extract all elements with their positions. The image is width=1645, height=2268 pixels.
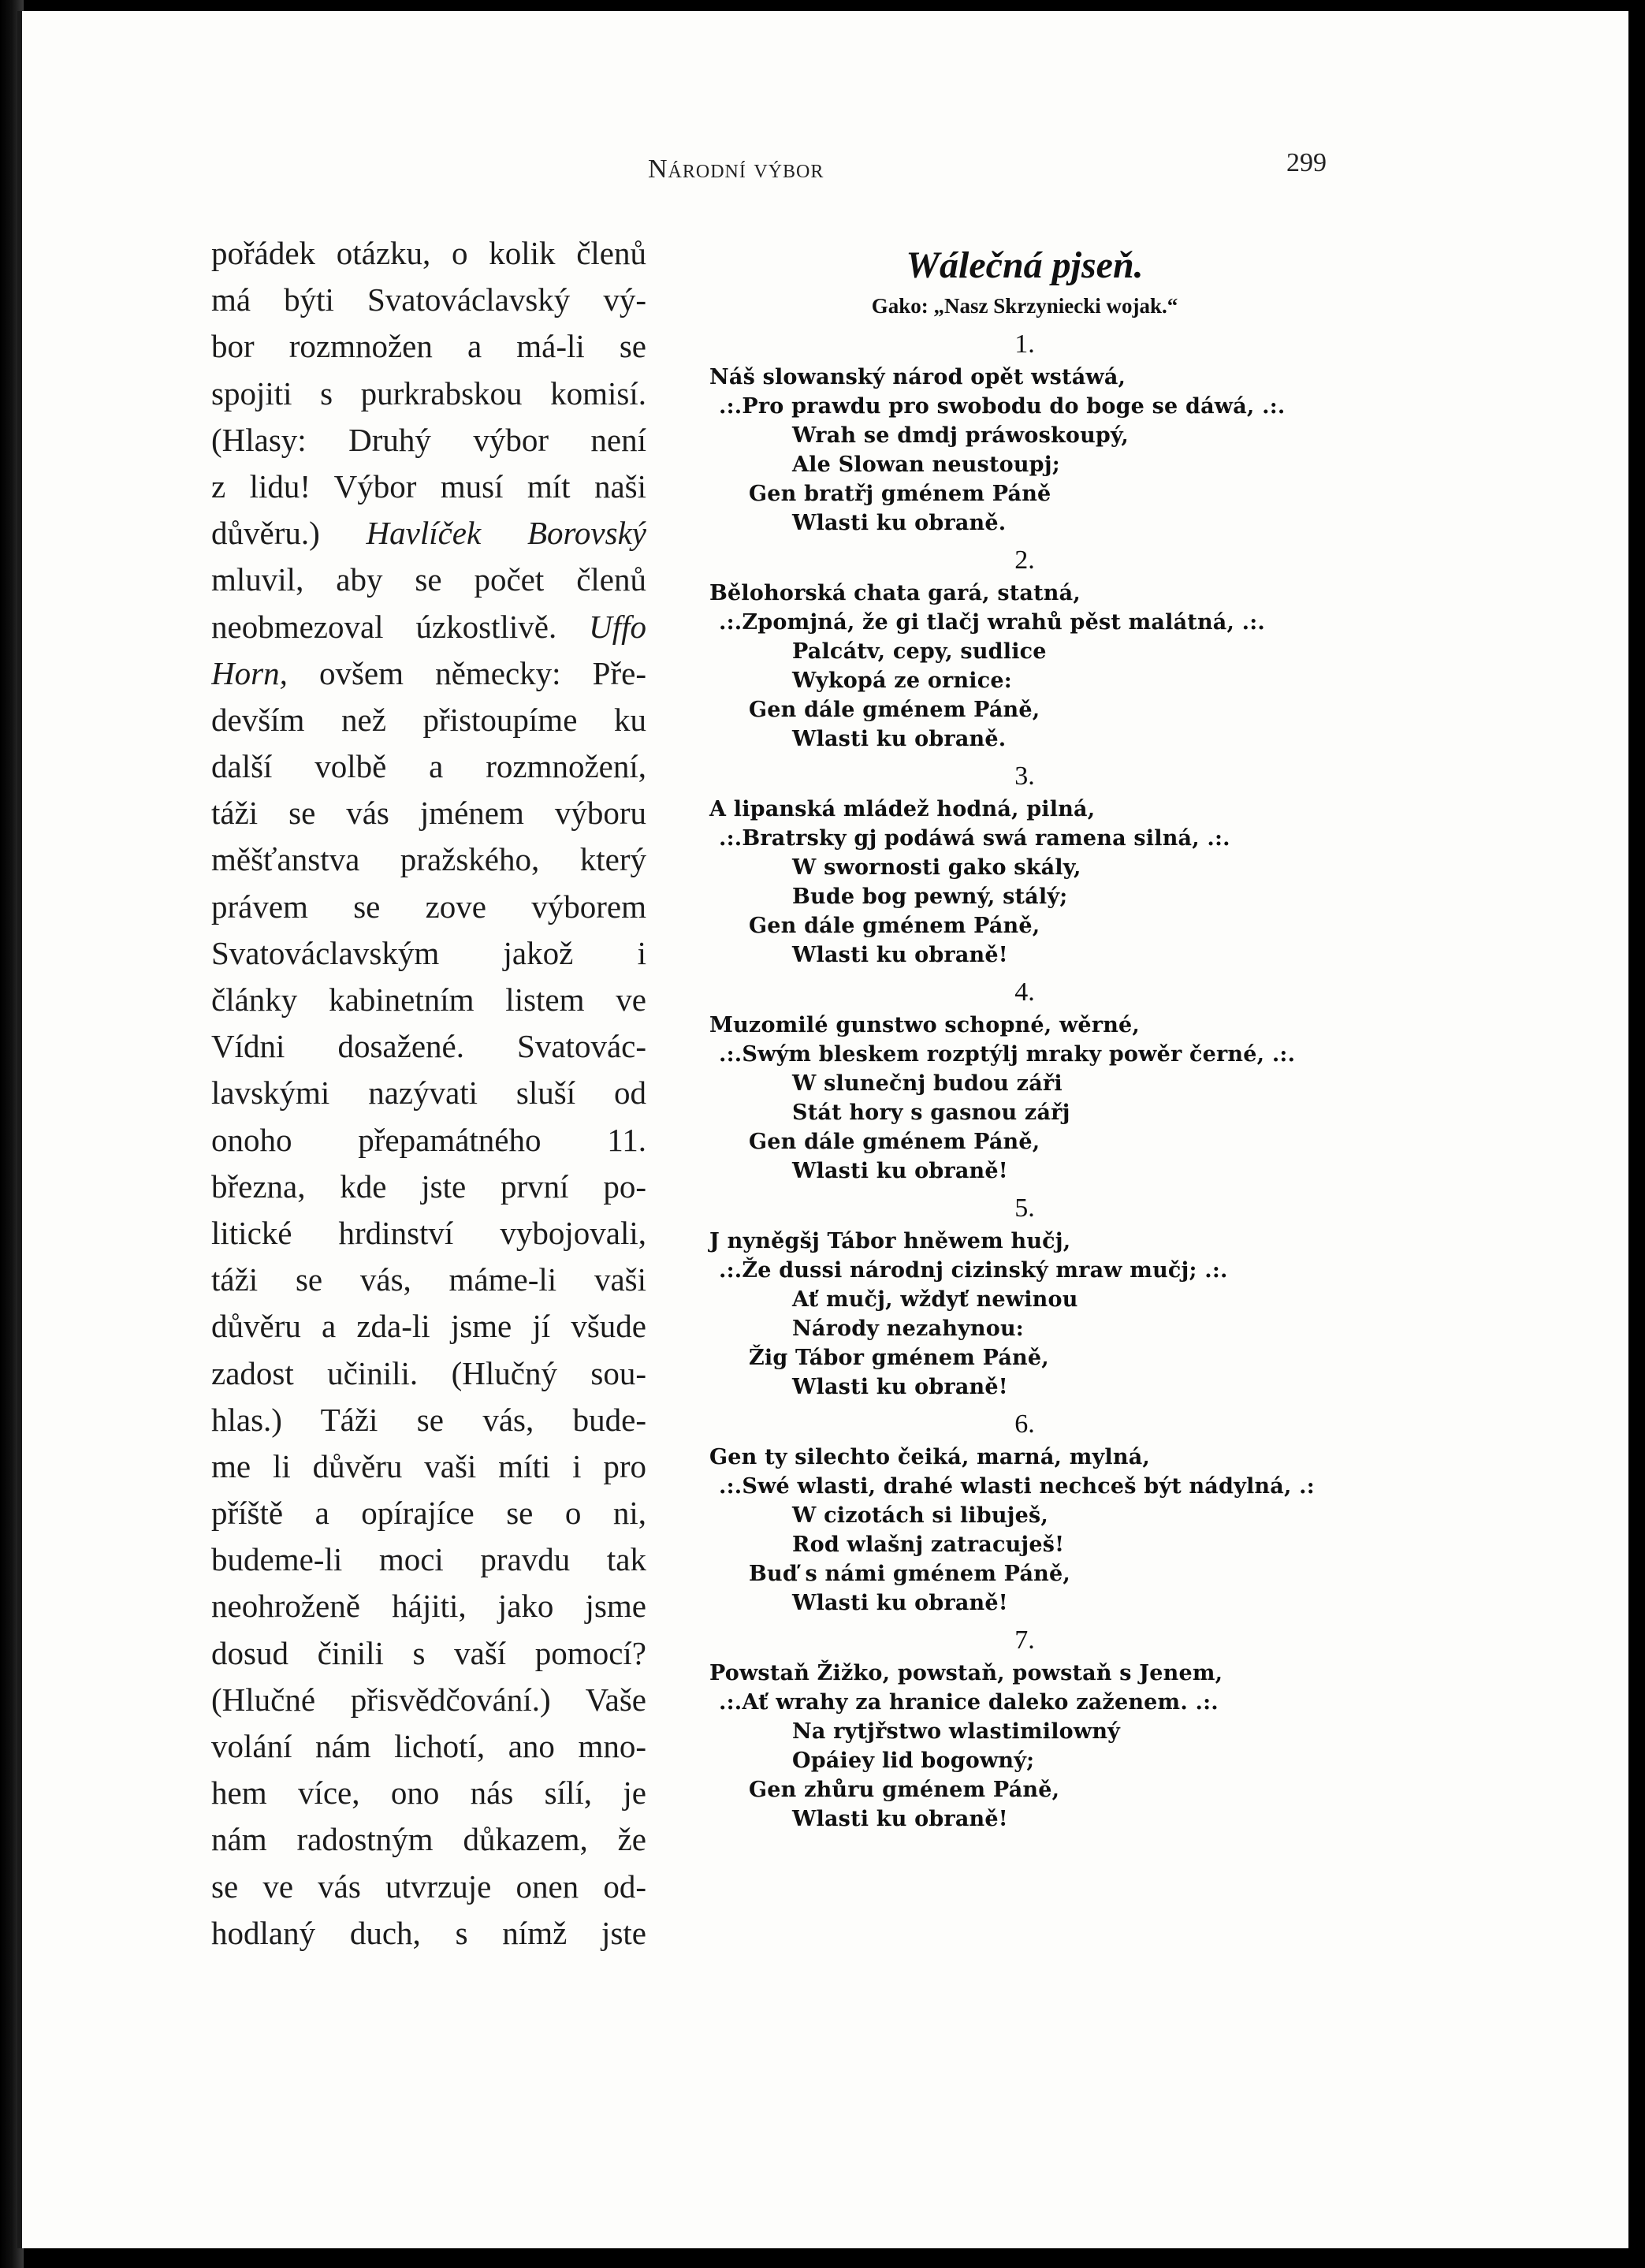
text-line: hodlaný duch, s nímž jste [211,1914,646,1951]
text-line: se ve vás utvrzuje onen od- [211,1868,646,1905]
verse-line: Stát hory s gasnou zářj [792,1100,1070,1125]
verse-line: Wlasti ku obraně! [792,1591,1008,1615]
verse-line: Wlasti ku obraně. [792,511,1007,535]
text-line: Horn, ovšem německy: Pře- [211,654,646,691]
verse-line: Ale Slowan neustoupj; [792,452,1060,477]
left-column-text [211,230,646,1957]
verse-line: Wlasti ku obraně. [792,727,1007,751]
verse-line: .:.Swým bleskem rozptýlj mraky powěr černé, .:. [719,1042,1296,1067]
text-line: další volbě a rozmnožení, [211,748,646,785]
verse-line: .:.Zpomjná, že gi tlačj wrahů pěst malátná, .:. [719,610,1266,635]
stanza [709,322,1340,538]
verse-line: Gen bratřj gménem Páně [749,482,1051,506]
text-line: dosud činili s vaší pomocí? [211,1634,646,1671]
text-line: příště a opírajíce se o ni, [211,1495,646,1532]
verse-line: Na rytjřstwo wlastimilowný [792,1719,1121,1744]
text-line: zadost učinili. (Hlučný sou- [211,1354,646,1391]
verse-line: .:.Že dussi národnj cizinský mraw mučj; .:. [719,1258,1228,1283]
text-line: má býti Svatováclavský vý- [211,281,646,318]
verse-line: W swornosti gako skály, [792,855,1081,880]
stanza-list [709,322,1340,1834]
stanza-number: 7. [1014,1626,1035,1655]
verse-line: Palcátv, cepy, sudlice [792,639,1047,664]
stanza-number: 2. [1014,546,1035,575]
stanza-number: 5. [1014,1194,1035,1223]
verse-line: .:.Bratrsky gj podáwá swá ramena silná, .:. [719,826,1230,851]
stanza [709,538,1340,754]
text-line: táži se vás jménem výboru [211,795,646,832]
stanza-number: 1. [1014,330,1035,359]
text-line: nám radostným důkazem, že [211,1821,646,1858]
verse-line: Powstaň Žižko, powstaň, powstaň s Jenem, [709,1661,1223,1685]
verse-line: W cizotách si libuješ, [792,1503,1049,1528]
verse-line: Buď s námi gménem Páně, [749,1562,1070,1586]
verse-line: Ať mučj, wždyť newinou [792,1287,1078,1312]
verse-line: Wlasti ku obraně! [792,943,1008,967]
stanza-number: 4. [1014,978,1035,1007]
verse-line: Žig Tábor gménem Páně, [749,1346,1049,1370]
verse-line: J nyněgšj Tábor hněwem hučj, [709,1229,1071,1253]
song-column [709,241,1340,1834]
text-line: Vídni dosažené. Svatovác- [211,1028,646,1065]
verse-line: .:.Pro prawdu pro swobodu do boge se dáwá, .:. [719,394,1286,419]
verse-line: Rod wlašnj zatracuješ! [792,1532,1065,1557]
text-line: spojiti s purkrabskou komisí. [211,374,646,412]
text-line: Svatováclavským jakož i [211,934,646,971]
text-line: bor rozmnožen a má-li se [211,328,646,365]
verse-line: Bělohorská chata gará, statná, [709,581,1081,605]
text-line: (Hlučné přisvědčování.) Vaše [211,1681,646,1718]
verse-line: Gen dále gménem Páně, [749,1130,1040,1154]
stanza [709,970,1340,1186]
text-line: táži se vás, máme-li vaši [211,1261,646,1298]
text-line: důvěru.) Havlíček Borovský [211,515,646,552]
verse-line: Gen dále gménem Páně, [749,698,1040,722]
verse-line: Wykopá ze ornice: [792,668,1012,693]
verse-line: Wlasti ku obraně! [792,1807,1008,1831]
text-line: volání nám lichotí, ano mno- [211,1728,646,1764]
text-line: neobmezoval úzkostlivě. Uffo [211,608,646,645]
verse-line: Bude bog pewný, stálý; [792,884,1068,909]
text-line: neohroženě hájiti, jako jsme [211,1588,646,1625]
verse-line: Opáiey lid bogowný; [792,1748,1035,1773]
verse-line: A lipanská mládež hodná, pilná, [709,797,1096,821]
text-line: články kabinetním listem ve [211,981,646,1018]
stanza-number: 6. [1014,1410,1035,1439]
text-line: onoho přepamátného 11. [211,1121,646,1158]
stanza-number: 3. [1014,762,1035,791]
verse-line: .:.Ať wrahy za hranice daleko zaženem. .:. [719,1690,1219,1715]
verse-line: Wlasti ku obraně! [792,1375,1008,1399]
running-title: Národní výbor [648,155,824,184]
verse-line: .:.Swé wlasti, drahé wlasti nechceš být nádylná, .: [719,1474,1315,1499]
text-line: devším než přistoupíme ku [211,701,646,738]
song-tune: Gako: „Nasz Skrzyniecki wojak.“ [871,294,1178,318]
text-line: měšťanstva pražského, který [211,841,646,878]
text-line: hem více, ono nás sílí, je [211,1775,646,1812]
stanza [709,1618,1340,1834]
verse-line: Muzomilé gunstwo schopné, wěrné, [709,1013,1141,1037]
stanza [709,754,1340,970]
stanza [709,1402,1340,1618]
text-line: hlas.) Táži se vás, bude- [211,1401,646,1438]
page-number: 299 [1286,148,1327,177]
text-line: právem se zove výborem [211,888,646,925]
song-title: Wálečná pjseň. [906,244,1144,286]
text-line: me li důvěru vaši míti i pro [211,1447,646,1484]
text-line: lavskými nazývati sluší od [211,1074,646,1112]
verse-line: Náš slowanský národ opět wstáwá, [709,365,1126,389]
text-line: pořádek otázku, o kolik členů [211,235,646,271]
text-line: důvěru a zda-li jsme jí všude [211,1308,646,1345]
verse-line: Gen zhůru gménem Páně, [749,1778,1060,1802]
verse-line: Wrah se dmdj práwoskoupý, [792,423,1129,448]
stanza [709,1186,1340,1402]
verse-line: Gen dále gménem Páně, [749,914,1040,938]
verse-line: W slunečnj budou záři [792,1071,1063,1096]
verse-line: Gen ty silechto čeiká, marná, mylná, [709,1445,1150,1469]
text-line: března, kde jste první po- [211,1168,646,1205]
text-line: z lidu! Výbor musí mít naši [211,467,646,505]
text-line: budeme-li moci pravdu tak [211,1541,646,1578]
verse-line: Wlasti ku obraně! [792,1159,1008,1183]
text-line: mluvil, aby se počet členů [211,561,646,598]
text-line: litické hrdinství vybojovali, [211,1214,646,1251]
verse-line: Národy nezahynou: [792,1316,1024,1341]
text-line: (Hlasy: Druhý výbor není [211,421,646,458]
